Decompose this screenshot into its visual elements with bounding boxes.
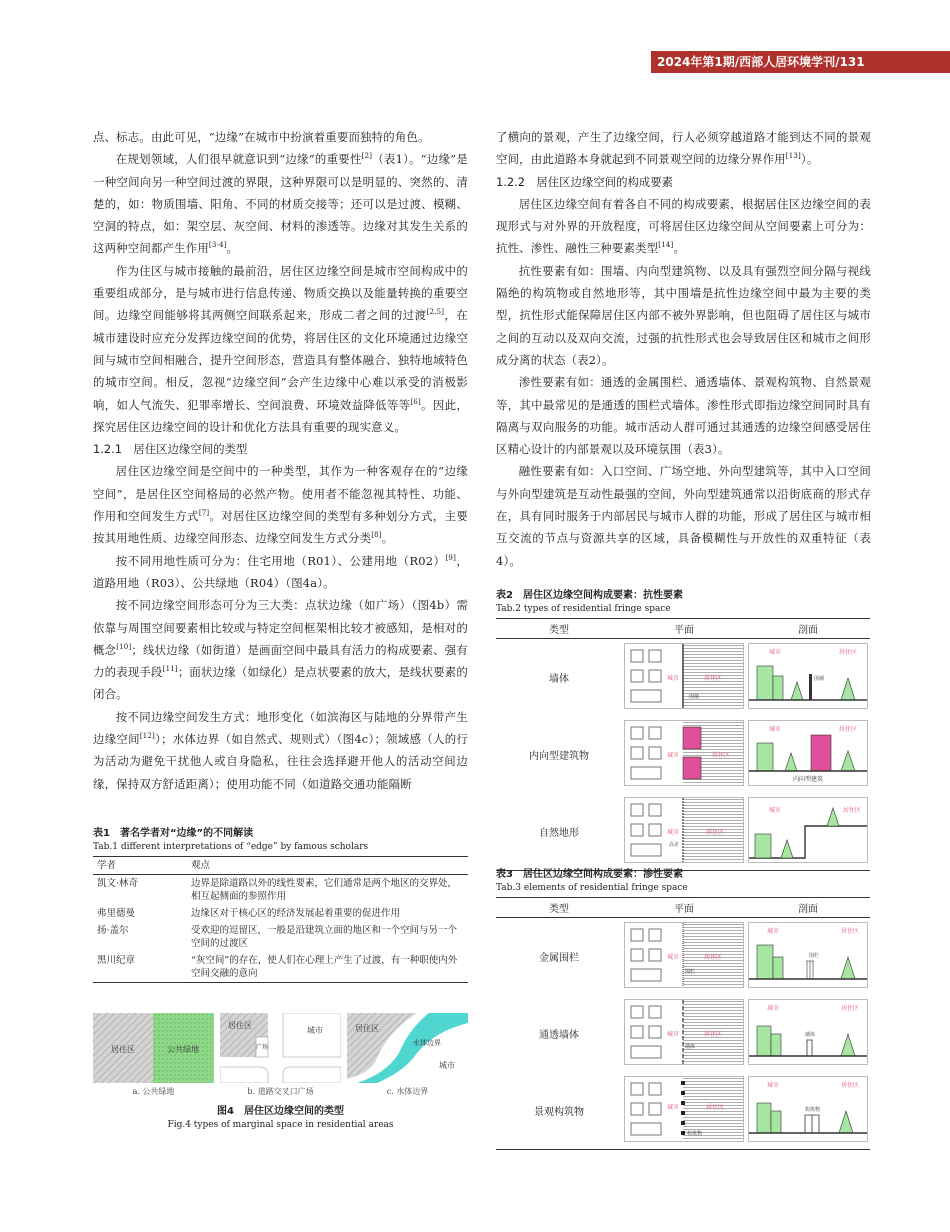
svg-text:居住区: 居住区 (841, 928, 860, 935)
plan-diagram (624, 643, 744, 709)
paragraph: 点、标志。由此可见，“边缘”在城市中扮演着重要而独特的角色。 (93, 130, 430, 144)
table3-title-en: Tab.3 elements of residential fringe space (496, 883, 688, 893)
plan-diagram (624, 999, 744, 1065)
citation: [8] (371, 531, 382, 540)
section-diagram (748, 922, 868, 988)
citation: [7] (198, 509, 210, 518)
citation: [10] (116, 643, 132, 652)
table-row: 景观构筑物 城市 居住区 构筑物 城市 居住区 构筑物 (496, 1072, 870, 1150)
table1-title: 表1 著名学者对“边缘”的不同解读 (93, 828, 254, 839)
citation: [3-4] (208, 241, 227, 250)
svg-text:内向型建筑: 内向型建筑 (792, 776, 824, 783)
table-row: 金属围栏 城市 居住区 围栏 城市 居住区 围栏 (496, 918, 870, 996)
plan-diagram (624, 922, 744, 988)
svg-text:居住区: 居住区 (703, 1031, 723, 1038)
svg-text:城市: 城市 (666, 675, 680, 682)
table-header: 剖面 (746, 898, 870, 918)
paragraph: 按不同边缘空间形态可分为三大类：点状边缘（如广场）（图4b）需依靠与周围空间要素相比较或与特定空间框架相比较才被感知，是相对的概念[10]；线状边缘（如街道）是画面空间中最具有活力的构成要素、强有力的表现手段[11]；面状边缘（如绿化）是点状要素的放大，是线状要素的闭合。 (93, 598, 468, 702)
figure4-caption: 图4 居住区边缘空间的类型 (217, 1106, 344, 1117)
svg-text:城市: 城市 (769, 807, 782, 814)
section-heading: 1.2.2 居住区边缘空间的构成要素 (496, 174, 674, 189)
svg-text:城市: 城市 (767, 928, 780, 935)
svg-text:围栏: 围栏 (685, 969, 696, 975)
table-header: 平面 (622, 898, 746, 918)
figure4 (93, 1013, 468, 1134)
journal-header: 2024年第1期/西部人居环境学刊/131 (651, 51, 950, 73)
table-row: 自然地形 城市 居住区 高差 城市 居住区 (496, 793, 870, 871)
fig4c (347, 1013, 468, 1097)
svg-text:高差: 高差 (669, 842, 680, 848)
table3-block (496, 868, 870, 1150)
citation: [2,5] (426, 308, 445, 317)
table-row: 扬·盖尔 受欢迎的逗留区，一般是沿建筑立面的地区和一个空间与另一个空间的过渡区 (97, 925, 458, 949)
paragraph: 了横向的景观，产生了边缘空间，行人必须穿越道路才能到达不同的景观空间，由此道路本身就起到不同景观空间的边缘分界作用[13]）。 (496, 130, 871, 167)
citation: [12] (139, 732, 155, 741)
section-diagram (748, 720, 868, 786)
label: 城市 (439, 1061, 455, 1070)
table-header: 平面 (622, 619, 746, 639)
section-diagram (748, 797, 868, 863)
table3-title: 表3 居住区边缘空间构成要素：渗性要素 (496, 869, 683, 880)
svg-text:构筑物: 构筑物 (687, 1131, 703, 1137)
paragraph: 按不同用地性质可分为：住宅用地（R01）、公建用地（R02）[9]，道路用地（R03）、公共绿地（R04）（图4a）。 (93, 553, 468, 590)
plan-diagram (624, 720, 744, 786)
table-header: 学者 (97, 860, 117, 871)
section-diagram (748, 1076, 868, 1142)
figure4-caption-en: Fig.4 types of marginal space in residential areas (167, 1120, 394, 1130)
table1-block (93, 827, 468, 983)
table2-title: 表2 居住区边缘空间构成要素：抗性要素 (496, 590, 683, 601)
section-diagram (748, 999, 868, 1065)
citation: [13] (785, 152, 801, 161)
fig4b-caption: b. 道路交叉口广场 (247, 1087, 314, 1096)
table1 (93, 856, 468, 983)
table-row: 黑川纪章 “灰空间”的存在，使人们在心理上产生了过渡，有一种职使内外空间交融的意向 (93, 952, 468, 983)
svg-text:城市: 城市 (769, 726, 782, 733)
table-header: 观点 (191, 860, 211, 871)
label: 居住区 (355, 1024, 379, 1033)
section-heading: 1.2.1 居住区边缘空间的类型 (93, 442, 248, 457)
table-row: 墙体 城市 居住区 围墙 城市 居住区 围墙 (496, 639, 870, 717)
svg-text:居住区: 居住区 (839, 649, 858, 656)
table-row: 弗里德曼 边缘区对于核心区的经济发展起着重要的促进作用 (97, 908, 401, 919)
paragraph: 融性要素有如：入口空间、广场空地、外向型建筑等，其中入口空间与外向型建筑是互动性最强的空间，外向型建筑通常以沿街底商的形式存在，具有同时服务于内部居民与城市人群的功能，形成了居住区与城市相互交流的节点与资源共享的区域，具备模糊性与开放性的双重特征（表4）。 (496, 464, 871, 568)
svg-text:居住区: 居住区 (841, 1005, 860, 1012)
fig4c-caption: c. 水体边界 (386, 1087, 429, 1096)
citation: [9] (445, 553, 457, 562)
svg-text:城市: 城市 (767, 1082, 780, 1089)
left-column (93, 126, 468, 795)
svg-text:城市: 城市 (767, 1005, 780, 1012)
fig4a (93, 1013, 214, 1097)
table2-block (496, 589, 870, 871)
fig4a-caption: a. 公共绿地 (132, 1087, 175, 1096)
plan-diagram (624, 1076, 744, 1142)
svg-text:居住区: 居住区 (705, 829, 725, 836)
svg-text:城市: 城市 (666, 954, 680, 961)
table3 (496, 897, 870, 1150)
table-header: 类型 (496, 619, 622, 639)
table-row: 通透墙体 城市 居住区 墙体 城市 居住区 墙体 (496, 995, 870, 1072)
citation: [11] (162, 665, 178, 674)
svg-text:居住区: 居住区 (839, 726, 858, 733)
paragraph: 作为住区与城市接触的最前沿，居住区边缘空间是城市空间构成中的重要组成部分，是与城市进行信息传递、物质交换以及能量转换的重要空间。边缘空间能够将其两侧空间联系起来，形成二者之间的过渡[2,5]，在城市建设时应充分发挥边缘空间的优势，将居住区的文化环境通过边缘空间与城市空间相融合，提升空间形态，营造具有整体融合、独特地域特色的城市空间。相反，忽视“边缘空间”会产生边缘中心难以承受的消极影响，如人气流失、犯罪率增长、空间浪费、环境效益降低等等[6]。因此，探究居住区边缘空间的设计和优化方法具有重要的现实意义。 (93, 263, 468, 434)
svg-text:居住区: 居住区 (703, 954, 723, 961)
label: 城市 (307, 1026, 323, 1035)
svg-text:居住区: 居住区 (703, 675, 723, 682)
table1-title-en: Tab.1 different interpretations of “edge” by famous scholars (93, 842, 369, 852)
svg-text:城市: 城市 (666, 1104, 680, 1111)
table-header: 类型 (496, 898, 622, 918)
paragraph: 渗性要素有如：通透的金属围栏、通透墙体、景观构筑物、自然景观等，其中最常见的是通透的围栏式墙体。渗性形式即指边缘空间同时具有隔离与双向服务的功能。城市活动人群可通过其通透的边缘空间感受居住区精心设计的内部景观以及环境氛围（表3）。 (496, 375, 871, 457)
svg-text:围栏: 围栏 (809, 953, 820, 959)
svg-text:墙体: 墙体 (805, 1032, 816, 1038)
table2 (496, 618, 870, 871)
right-column (496, 126, 871, 572)
label: 广场 (255, 1044, 269, 1051)
table-row: 内向型建筑物 城市 居住区 城市 居住区 内向型建筑 (496, 716, 870, 793)
label: 公共绿地 (167, 1045, 199, 1054)
paragraph: 居住区边缘空间是空间中的一种类型，其作为一种客观存在的“边缘空间”，是居住区空间格局的必然产物。使用者不能忽视其特性、功能、作用和空间发生方式[7]。对居住区边缘空间的类型有多种划分方式，主要按其用地性质、边缘空间形态、边缘空间发生方式分类[8]。 (93, 464, 468, 546)
svg-text:居住区: 居住区 (711, 752, 731, 759)
label: 水体边界 (413, 1039, 441, 1047)
fig4b (220, 1013, 341, 1097)
plan-diagram (624, 797, 744, 863)
svg-text:构筑物: 构筑物 (805, 1107, 821, 1113)
label: 居住区 (111, 1045, 135, 1054)
label: 居住区 (228, 1021, 252, 1030)
svg-text:城市: 城市 (666, 829, 680, 836)
section-diagram (748, 643, 868, 709)
paragraph: 居住区边缘空间有着各自不同的构成要素，根据居住区边缘空间的表现形式与对外界的开放程度，可将居住区边缘空间从空间要素上可分为：抗性、渗性、融性三种要素类型[14]。 (496, 196, 871, 256)
svg-text:围墙: 围墙 (814, 676, 825, 682)
paragraph: 按不同边缘空间发生方式：地形变化（如滨海区与陆地的分界带产生边缘空间[12]）；水体边界（如自然式、规则式）（图4c）；领域感（人的行为活动为避免干扰他人或自身隐私，往往会选择避开他人的活动空间边缘，保持双方舒适距离）；使用功能不同（如道路交通功能隔断 (93, 709, 468, 791)
svg-text:居住区: 居住区 (841, 1082, 860, 1089)
table2-title-en: Tab.2 types of residential fringe space (496, 604, 671, 614)
svg-text:墙体: 墙体 (685, 1044, 696, 1050)
svg-text:城市: 城市 (666, 752, 680, 759)
citation: [2] (361, 152, 373, 161)
table-row: 凯文·林奇 边界是除道路以外的线性要素，它们通常是两个地区的交界处，相互起侧面的参照作用 (97, 878, 458, 902)
citation: [14] (658, 241, 674, 250)
citation: [6] (410, 397, 421, 406)
table-header: 剖面 (746, 619, 870, 639)
svg-text:城市: 城市 (769, 649, 782, 656)
svg-text:居住区: 居住区 (843, 807, 862, 814)
svg-text:围墙: 围墙 (689, 694, 700, 700)
paragraph: 在规划领域，人们很早就意识到“边缘”的重要性[2]（表1）。“边缘”是一种空间向另一种空间过渡的界限，这种界限可以是明显的、突然的、清楚的，如：物质围墙、阳角、不同的材质交接等；还可以是过渡、模糊、空洞的特点，如：架空层、灰空间、材料的渗透等。边缘对其发生关系的这两种空间都产生作用[3-4]。 (93, 152, 468, 256)
svg-text:城市: 城市 (666, 1031, 680, 1038)
paragraph: 抗性要素有如：围墙、内向型建筑物、以及具有强烈空间分隔与视线隔绝的构筑物或自然地形等，其中围墙是抗性边缘空间中最为主要的类型，抗性形式能保障居住区内部不被外界影响，但也阻碍了居住区与城市之间的互动以及双向交流，过强的抗性形式也会导致居住区和城市之间形成分离的状态（表2）。 (496, 263, 871, 367)
svg-text:居住区: 居住区 (705, 1104, 725, 1111)
